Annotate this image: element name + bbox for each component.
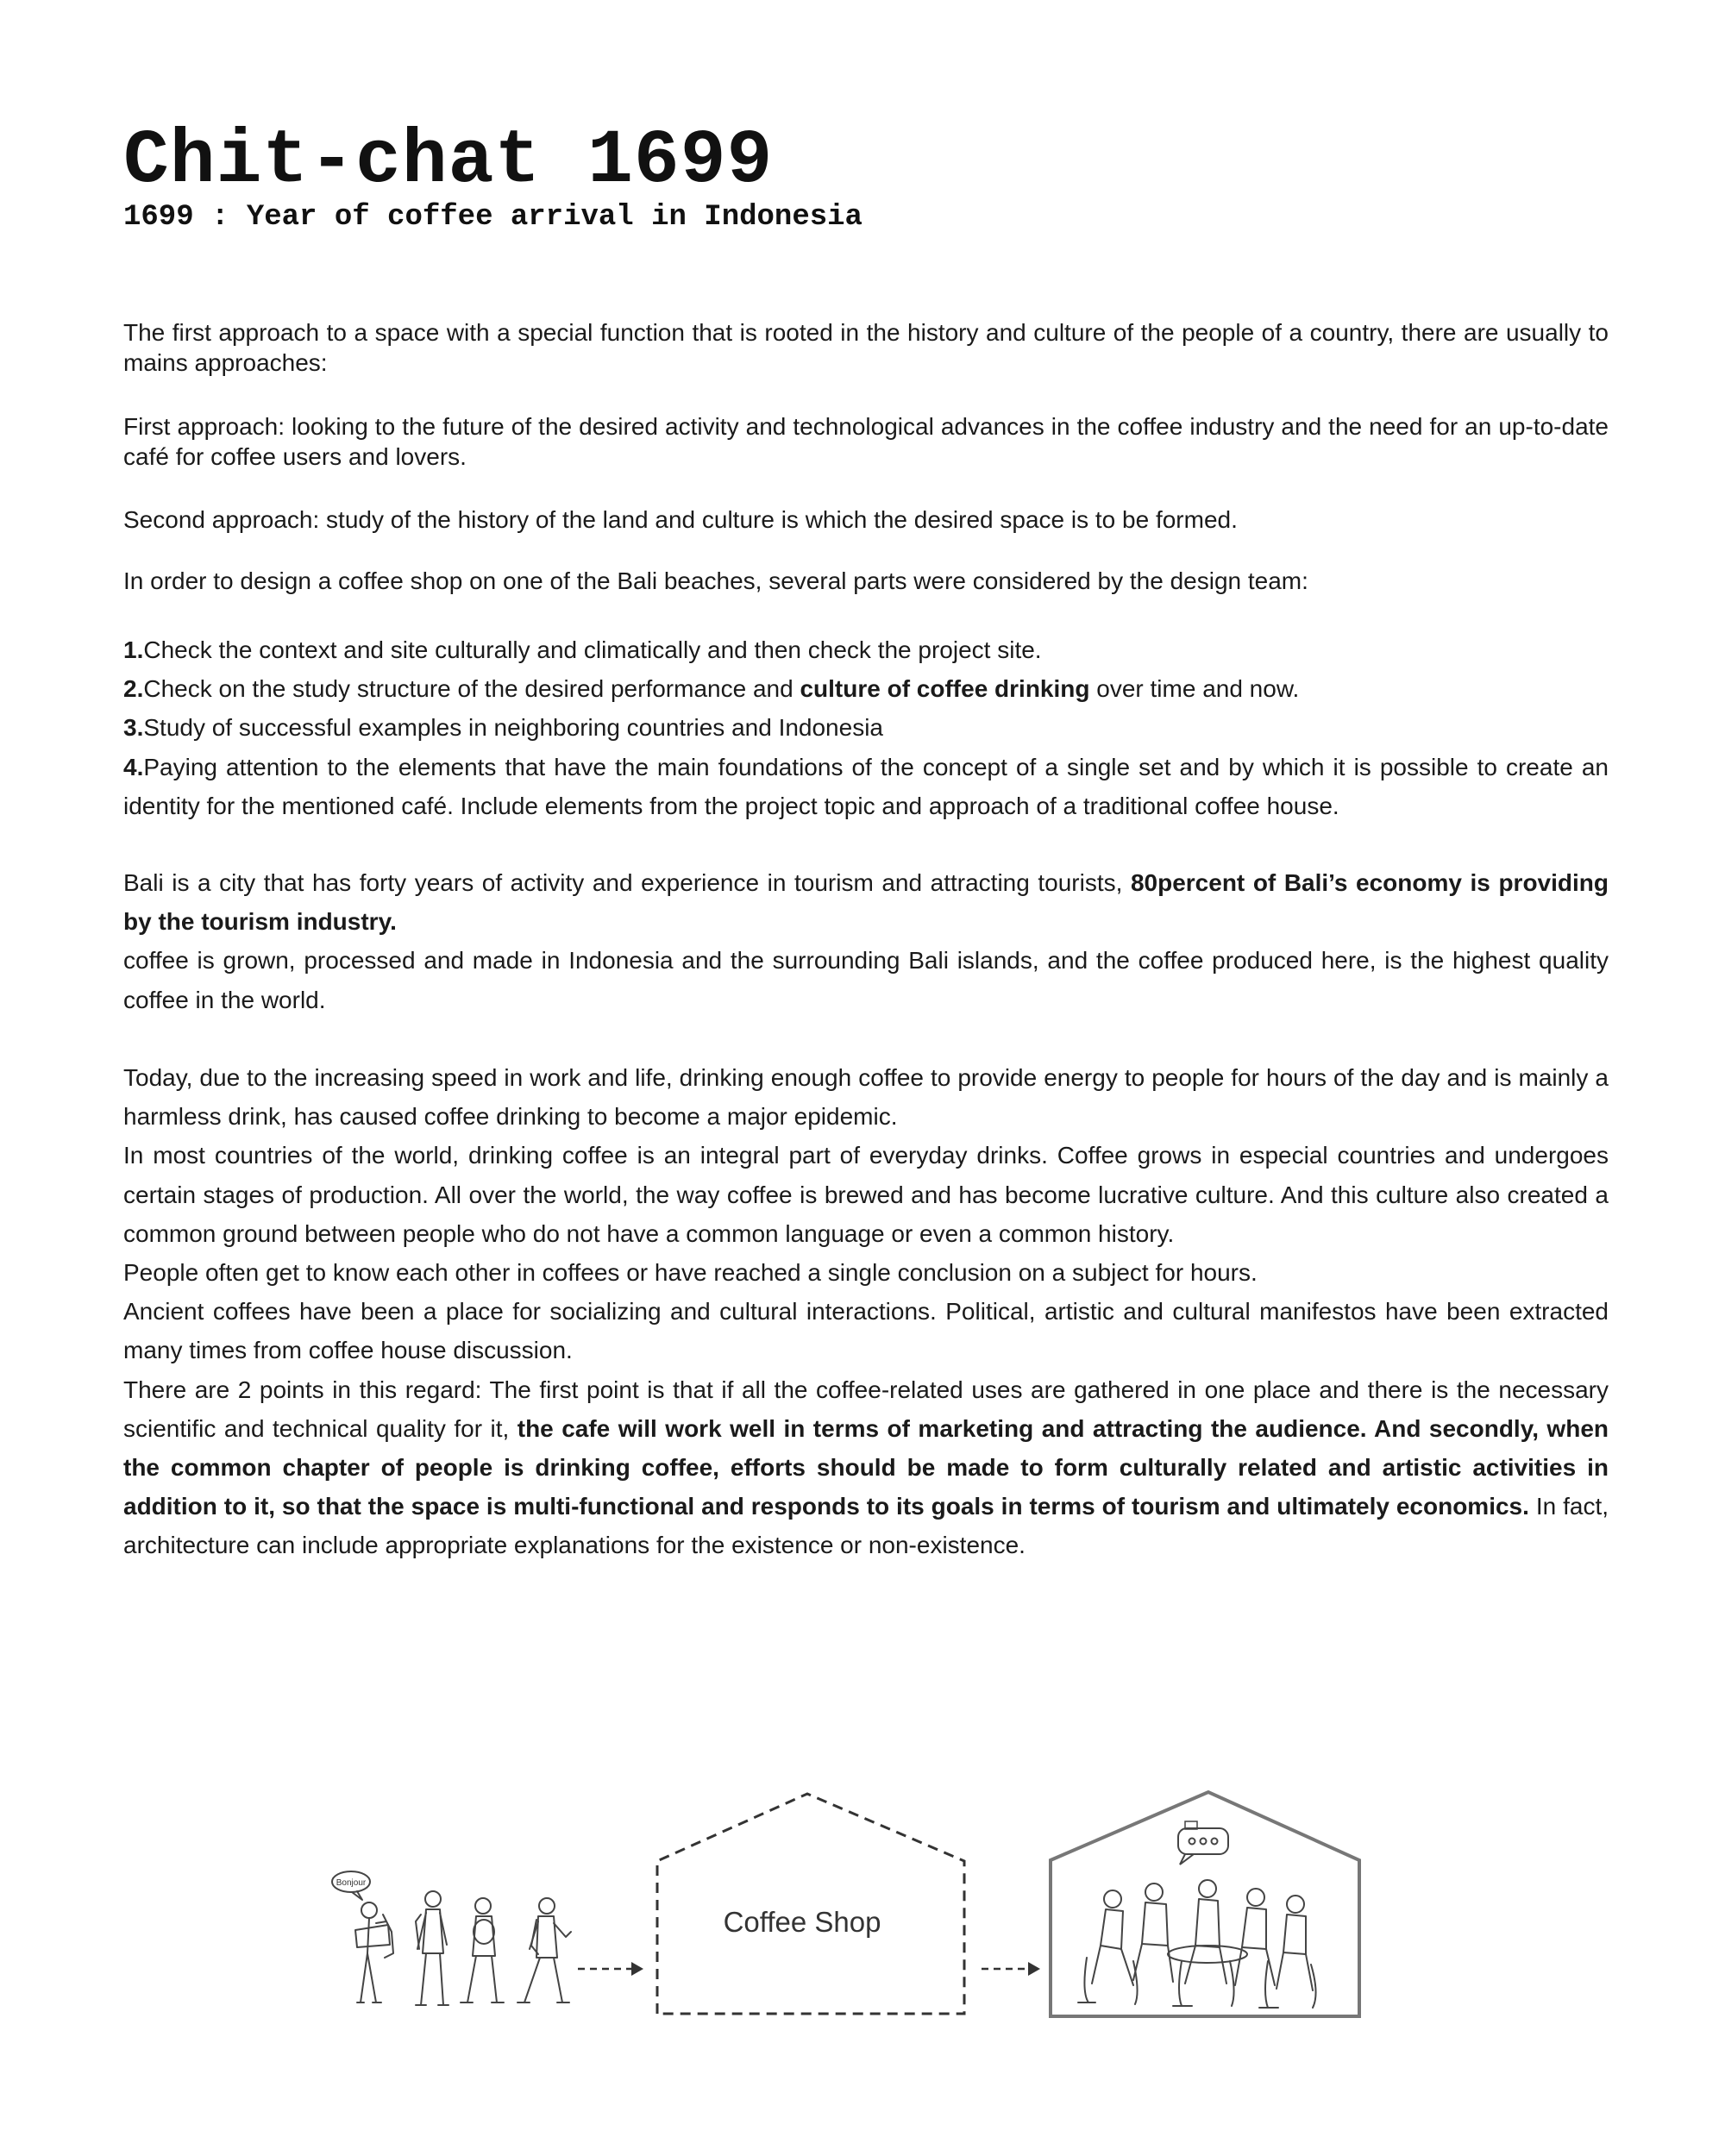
today-section [123,1058,1609,1565]
gathering-house-icon [1051,1792,1359,2016]
today-paragraph-1: Today, due to the increasing speed in work and life, drinking enough coffee to provide energy to people for hours of the day and is mainly a harmless drink, has caused coffee drinking to become a major epidemic. [123,1064,1609,1131]
bali-section [123,863,1609,1019]
today-paragraph-4: Ancient coffees have been a place for socializing and cultural interactions. Political, artistic and cultural manifestos have been extracted many times from coffee house discussion. [123,1298,1609,1364]
today-paragraph-5: There are 2 points in this regard: The first point is that if all the coffee-related uses are gathered in one place and there is the necessary scientific and technical quality for it, the cafe will work well in terms of marketing and attracting the audience. And secondly, when the common chapter of people is drinking coffee, efforts should be made to form culturally related and artistic activities in addition to it, so that the space is multi-functional and responds to its goals in terms of tourism and ultimately economics. In fact, architecture can include appropriate explanations for the existence or non-existence. [123,1376,1609,1559]
chat-bubble-icon [1178,1821,1228,1865]
bali-emphasis: 80percent of Bali’s economy is providing by the tourism industry. [123,869,1609,936]
list-item-text: Paying attention to the elements that have the main foundations of the concept of a single set and by which it is possible to create an identity for the mentioned café. Include elements from the project topic and approach of a traditional coffee house. [123,753,1609,819]
seated-people-sketch [1078,1880,1316,2008]
today-emphasis: the cafe will work well in terms of marketing and attracting the audience. And secondly, when the common chapter of people is drinking coffee, efforts should be made to form culturally related and artistic activities in addition to it, so that the space is multi-functional and responds to its goals in terms of tourism and ultimately economics. [123,1414,1609,1520]
intro-paragraph-4: In order to design a coffee shop on one of the Bali beaches, several parts were considered by the design team: [123,567,1308,594]
concept-diagram-svg [319,1777,1380,2035]
today-paragraph-3: People often get to know each other in coffees or have reached a single conclusion on a subject for hours. [123,1259,1258,1287]
list-item-text: Check the context and site culturally and climatically and then check the project site. [143,636,1042,663]
person-icon [518,1898,571,2002]
list-item-number: 1. [123,636,144,663]
intro-paragraph-3: Second approach: study of the history of the land and culture is which the desired space is to be formed. [123,506,1238,533]
tourists-sketch [332,1871,571,2005]
speech-bubble-icon [332,1871,370,1900]
speech-bubble-text: Bonjour [336,1878,367,1888]
list-item [123,708,1609,747]
list-item-number: 3. [123,714,144,742]
list-item-text: Check on the study structure of the desired performance and [143,675,800,703]
intro-paragraph-1: The first approach to a space with a special function that is rooted in the history and culture of the people of a country, there are usually to mains approaches: [123,319,1609,376]
intro-paragraph-2: First approach: looking to the future of the desired activity and technological advances in the coffee industry and the need for an up-to-date café for coffee users and lovers. [123,413,1609,470]
person-icon [416,1891,448,2005]
concept-diagram [319,1777,1380,2035]
arrow-icon [982,1962,1040,1976]
list-item-text: over time and now. [1089,675,1300,703]
today-paragraph-2: In most countries of the world, drinking coffee is an integral part of everyday drinks. Coffee grows in especial countries and undergoes certain stages of production. All over the world, the way coffee is brewed and has become lucrative culture. And this culture also created a common ground between people who do not have a common language or even a common history. [123,1142,1609,1247]
bali-paragraph-1: Bali is a city that has forty years of activity and experience in tourism and attracting tourists, 80percent of Bali’s economy is providing by the tourism industry. [123,869,1609,936]
person-icon [355,1902,393,2002]
arrow-icon [578,1962,643,1976]
list-item [123,669,1609,708]
coffee-shop-house-icon [657,1794,964,2014]
considerations-list [123,630,1609,825]
coffee-shop-label: Coffee Shop [723,1906,881,1938]
page-subtitle: 1699 : Year of coffee arrival in Indonesia [123,201,862,234]
list-item-emphasis: culture of coffee drinking [800,675,1090,703]
bali-paragraph-2: coffee is grown, processed and made in Indonesia and the surrounding Bali islands, and the coffee produced here, is the highest quality coffee in the world. [123,947,1609,1013]
list-item-text: Study of successful examples in neighboring countries and Indonesia [143,714,883,742]
list-item [123,748,1609,825]
list-item-number: 4. [123,753,144,780]
person-icon [461,1898,504,2002]
list-item [123,630,1609,669]
page-title: Chit-chat 1699 [123,119,774,204]
list-item-number: 2. [123,675,144,703]
